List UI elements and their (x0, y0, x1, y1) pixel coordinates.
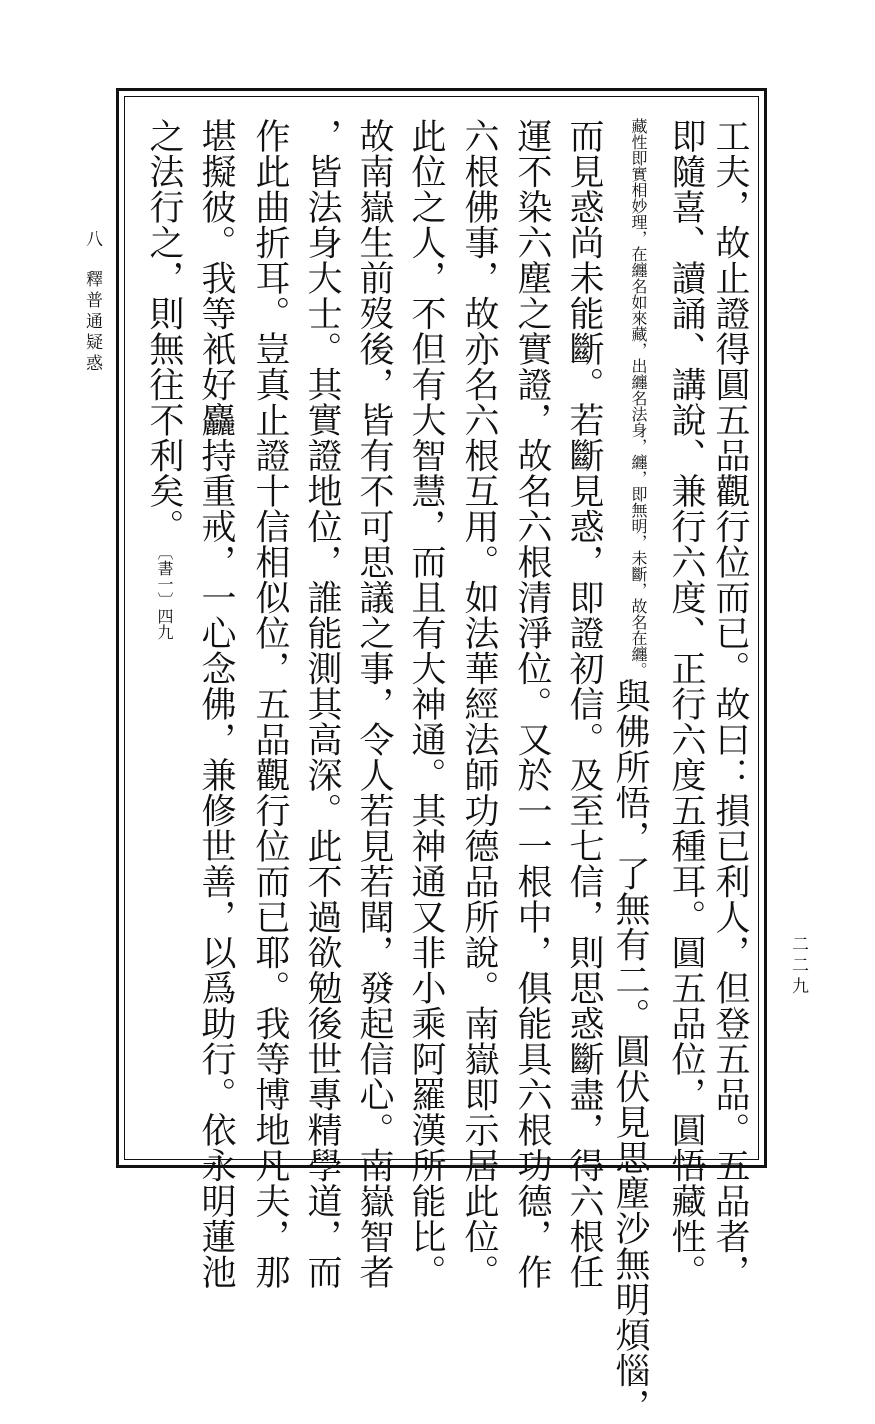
citation-reference (155, 544, 173, 640)
text-column-8: 故南嶽生前歿後，皆有不可思議之事，令人若見若聞，發起信心。南嶽智者 (354, 118, 394, 1290)
citation-line-2: 四九 (155, 608, 174, 640)
volume-number: 八 (82, 230, 102, 251)
page-number: 二二九 (788, 935, 808, 998)
text-column-9: ，皆法身大士。其實證地位，誰能測其高深。此不過欲勉後世專精學道，而 (302, 118, 342, 1290)
citation-line-1: 〔書一〕 (155, 544, 174, 608)
inline-annotation (629, 118, 647, 678)
text-column-3 (610, 118, 650, 1424)
text-column-5: 運不染六塵之實證，故名六根清淨位。又於一一根中，俱能具六根功德，作 (512, 118, 552, 1290)
book-title: 釋普通疑惑 (82, 270, 102, 375)
annotation-line-2: 法身，纏，即無明，未斷，故名在纏。 (629, 406, 648, 678)
text-column-2: 即隨喜、讀誦、講說、兼行六度、正行六度五種耳。圓五品位，圓悟藏性。 (666, 118, 706, 1290)
text-column-12 (144, 118, 184, 640)
text-column-12-main: 之法行之，則無往不利矣。 (144, 118, 184, 544)
text-column-6: 六根佛事，故亦名六根互用。如法華經法師功德品所說。南嶽即示居此位。 (459, 118, 499, 1290)
text-column-3-main: 與佛所悟，了無有二。圓伏見思塵沙無明煩惱， (610, 678, 650, 1424)
text-column-7: 此位之人，不但有大智慧，而且有大神通。其神通又非小乘阿羅漢所能比。 (406, 118, 446, 1290)
text-column-4: 而見惑尚未能斷。若斷見惑，即證初信。及至七信，則思惑斷盡，得六根任 (564, 118, 604, 1290)
text-column-1: 工夫，故止證得圓五品觀行位而已。故曰：損已利人，但登五品。五品者， (710, 118, 750, 1290)
annotation-line-1: 藏性即實相妙理，在纏名如來藏，出纏名 (629, 118, 648, 406)
text-column-10: 作此曲折耳。豈真止證十信相似位，五品觀行位而已耶。我等博地凡夫，那 (250, 118, 290, 1290)
text-column-11: 堪擬彼。我等衹好麤持重戒，一心念佛，兼修世善，以爲助行。依永明蓮池 (196, 118, 236, 1290)
